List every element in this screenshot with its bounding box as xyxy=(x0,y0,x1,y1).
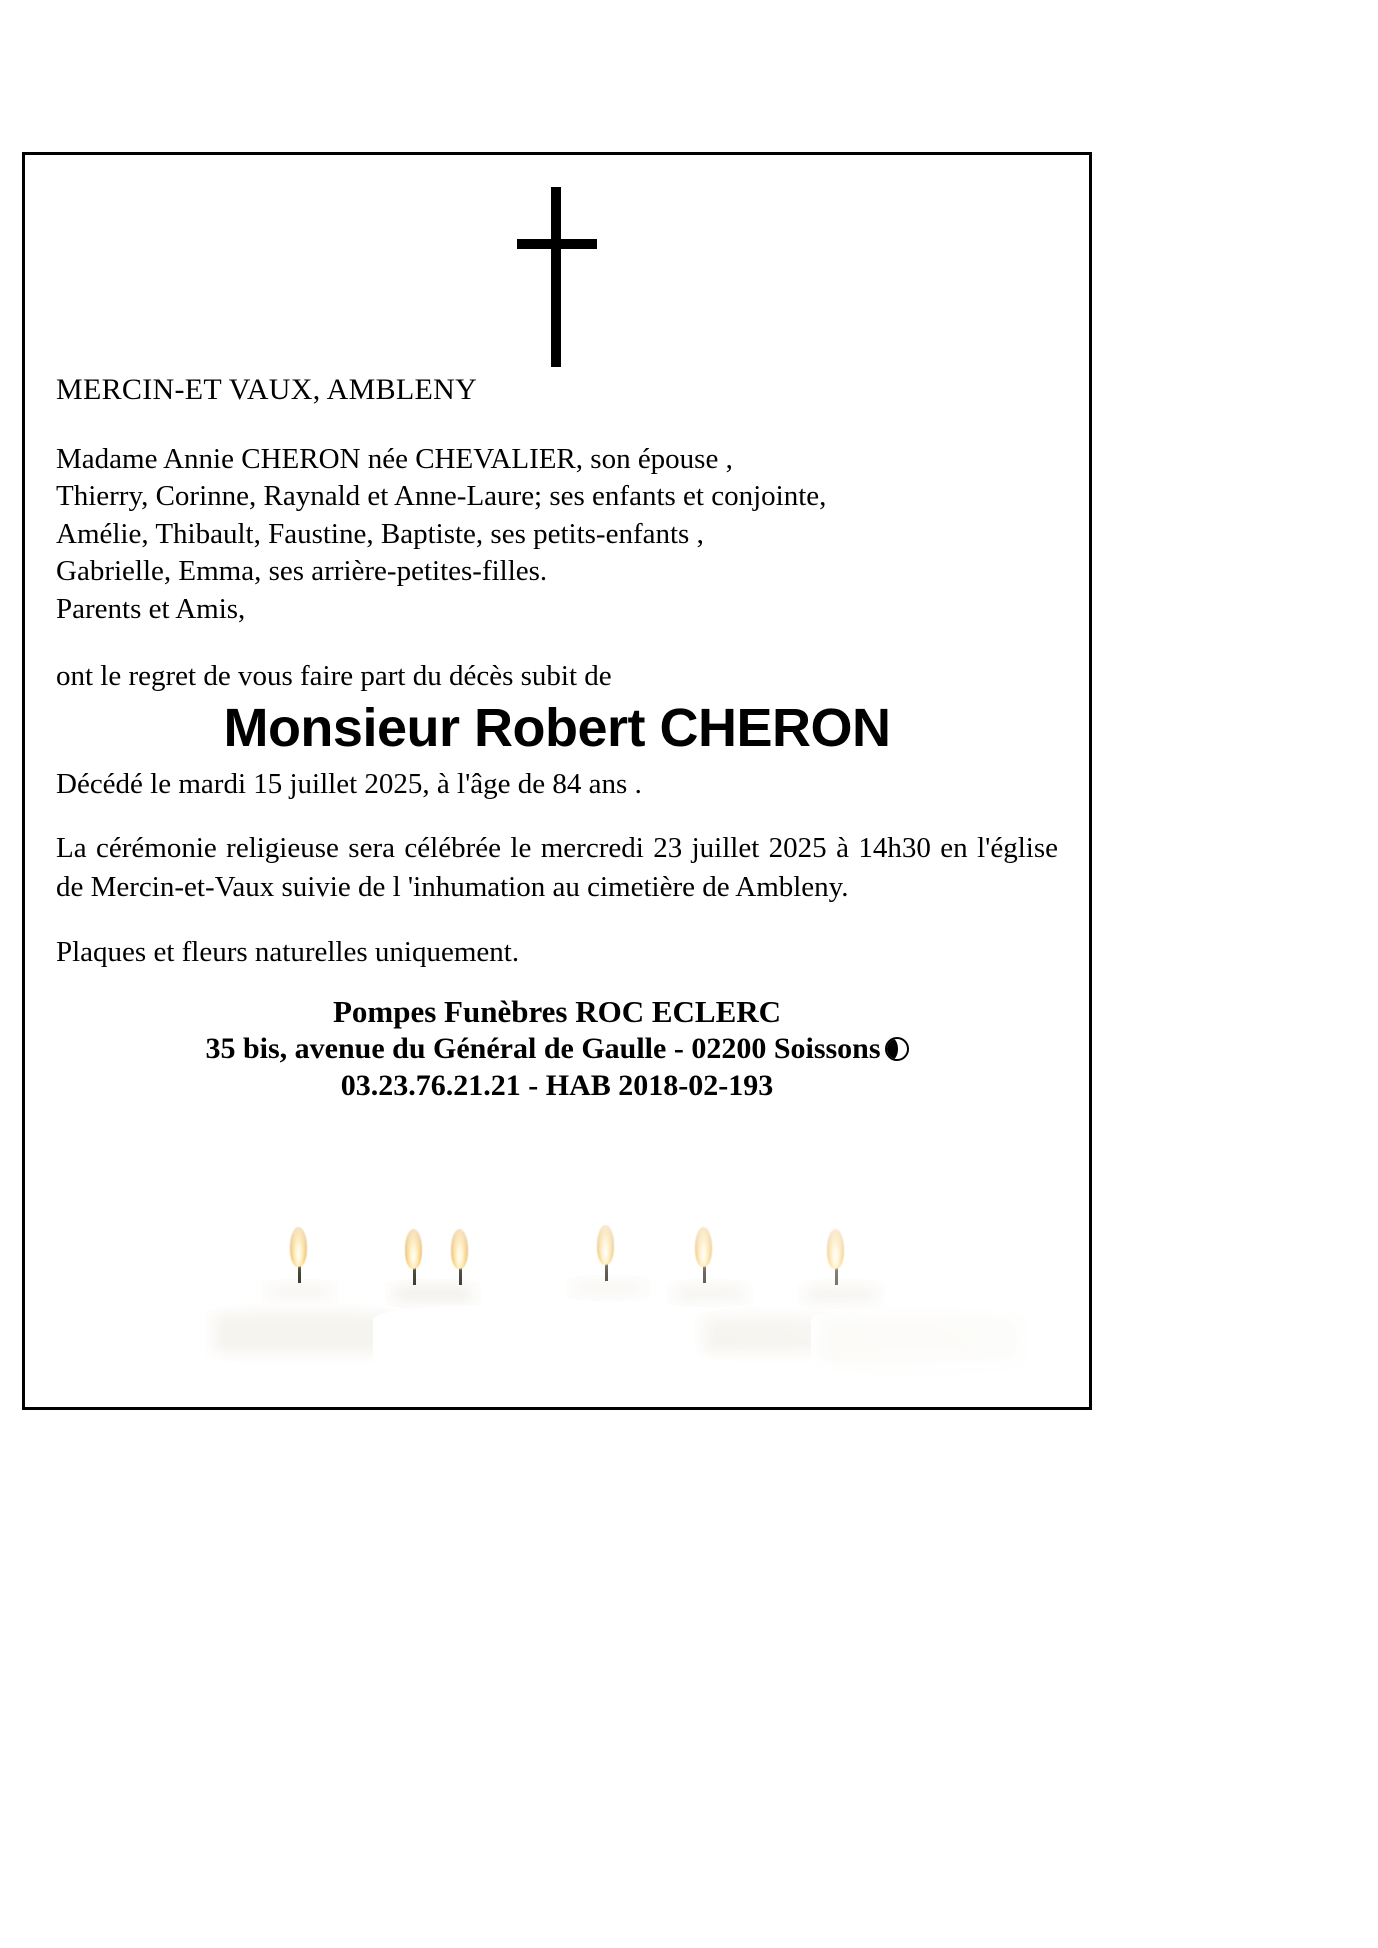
candle xyxy=(797,1279,885,1309)
family-line: Thierry, Corinne, Raynald et Anne-Laure; ses enfants et conjointe, xyxy=(56,480,827,513)
notice-body xyxy=(56,373,1058,1105)
candle xyxy=(373,1305,611,1385)
death-notice-card xyxy=(22,152,1092,1410)
ceremony-paragraph: La cérémonie religieuse sera célébrée le mercredi 23 juillet 2025 à 14h30 en l'église de Mercin-et-Vaux suivie de l 'inhumation au cimetière de Ambleny. xyxy=(56,832,1058,903)
flowers-note: Plaques et fleurs naturelles uniquement. xyxy=(56,935,520,968)
announcement-line: ont le regret de vous faire part du décès subit de xyxy=(56,660,612,693)
family-block xyxy=(56,441,1058,628)
death-date-line: Décédé le mardi 15 juillet 2025, à l'âge de 84 ans . xyxy=(56,768,642,801)
deceased-name: Monsieur Robert CHERON xyxy=(223,698,891,759)
candle-flame xyxy=(290,1227,307,1267)
funeral-home-name: Pompes Funèbres ROC ECLERC xyxy=(332,993,782,1029)
family-line: Gabrielle, Emma, ses arrière-petites-filles. xyxy=(56,555,548,588)
notice-inner xyxy=(25,155,1089,1407)
candle-flame xyxy=(695,1227,712,1267)
candles-photo xyxy=(55,1221,1059,1393)
funeral-home-address: 35 bis, avenue du Général de Gaulle - 02200 Soissons xyxy=(205,1032,881,1066)
cross-horizontal-bar xyxy=(517,239,597,249)
candle-flame xyxy=(451,1229,468,1269)
latin-cross-icon xyxy=(517,187,597,367)
funeral-home-address-line xyxy=(56,1031,1058,1068)
cross-icon-wrap xyxy=(25,187,1089,372)
candle xyxy=(667,1279,753,1307)
cross-vertical-bar xyxy=(551,187,561,367)
candle xyxy=(567,1275,651,1301)
place-line: MERCIN-ET VAUX, AMBLENY xyxy=(56,373,478,406)
funeral-home-phone: 03.23.76.21.21 - HAB 2018-02-193 xyxy=(340,1068,774,1102)
candle xyxy=(811,1307,1027,1375)
funeral-home-block xyxy=(56,993,1058,1105)
family-line: Parents et Amis, xyxy=(56,592,246,625)
crescent-moon-icon xyxy=(885,1037,909,1061)
family-line: Amélie, Thibault, Faustine, Baptiste, ses petits-enfants , xyxy=(56,517,704,550)
candle-flame xyxy=(827,1229,844,1269)
candle-flame xyxy=(597,1225,614,1265)
candle-flame xyxy=(405,1229,422,1269)
family-line: Madame Annie CHERON née CHEVALIER, son épouse , xyxy=(56,443,733,475)
